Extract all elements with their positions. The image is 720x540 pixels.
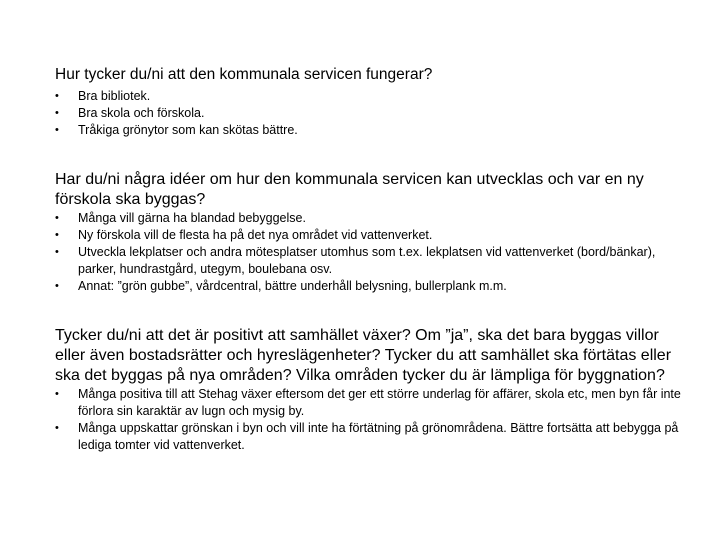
list-item <box>55 386 685 420</box>
bullet-icon: • <box>55 90 59 102</box>
bullet-icon: • <box>55 107 59 119</box>
list-item <box>55 244 685 278</box>
answer-text: Många uppskattar grönskan i byn och vill inte ha förtätning på grönområdena. Bättre fortsätta att bebygga på lediga tomter vid vattenverket. <box>78 421 679 452</box>
bullet-icon: • <box>55 212 59 224</box>
list-item <box>55 105 685 122</box>
answer-text: Ny förskola vill de flesta ha på det nya området vid vattenverket. <box>78 228 433 242</box>
question-heading: Har du/ni några idéer om hur den kommunala servicen kan utvecklas och var en ny förskola ska byggas? <box>55 171 644 208</box>
bullet-icon: • <box>55 229 59 241</box>
answer-text: Tråkiga grönytor som kan skötas bättre. <box>78 123 298 137</box>
question-heading: Tycker du/ni att det är positivt att samhället växer? Om ”ja”, ska det bara byggas villor eller även bostadsrätter och hyreslägenheter? Tycker du att samhället ska förtätas eller ska det byggas på nya områden? Vilka områden tycker du är lämpliga för byggnation? <box>55 327 672 384</box>
list-item <box>55 210 685 227</box>
answer-list <box>55 88 685 139</box>
answer-text: Många positiva till att Stehag växer eftersom det ger ett större underlag för affärer, skola etc, men byn får inte förlora sin karaktär av lugn och mysig by. <box>78 387 681 418</box>
list-item <box>55 278 685 295</box>
bullet-icon: • <box>55 246 59 258</box>
bullet-icon: • <box>55 388 59 400</box>
question-heading: Hur tycker du/ni att den kommunala servicen fungerar? <box>55 66 433 83</box>
answer-text: Många vill gärna ha blandad bebyggelse. <box>78 211 306 225</box>
list-item <box>55 122 685 139</box>
answer-text: Utveckla lekplatser och andra mötesplatser utomhus som t.ex. lekplatsen vid vattenverket (bord/bänkar), parker, hundrastgård, utegym, boulebana osv. <box>78 245 656 276</box>
answer-text: Annat: ”grön gubbe”, vårdcentral, bättre underhåll belysning, bullerplank m.m. <box>78 279 507 293</box>
list-item <box>55 227 685 244</box>
bullet-icon: • <box>55 124 59 136</box>
question-section-2 <box>55 170 685 295</box>
answer-text: Bra bibliotek. <box>78 89 151 103</box>
answer-list <box>55 210 685 295</box>
list-item <box>55 88 685 105</box>
list-item <box>55 420 685 454</box>
question-section-1 <box>55 65 685 139</box>
answer-text: Bra skola och förskola. <box>78 106 205 120</box>
bullet-icon: • <box>55 422 59 434</box>
question-section-3 <box>55 326 685 454</box>
answer-list <box>55 386 685 454</box>
bullet-icon: • <box>55 280 59 292</box>
